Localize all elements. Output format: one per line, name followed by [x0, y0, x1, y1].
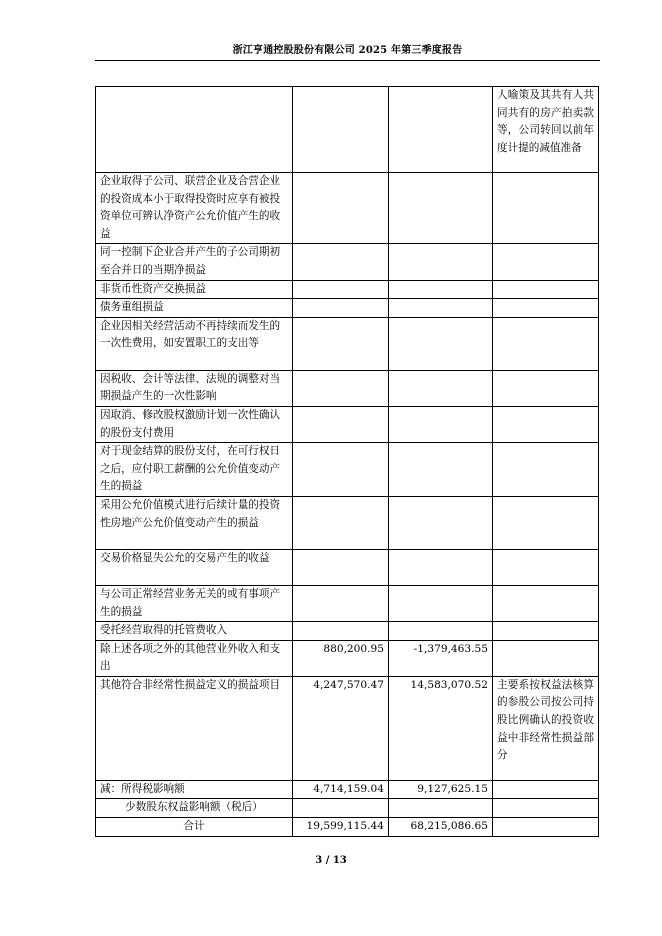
item-name-cell: 除上述各项之外的其他营业外收入和支出 [96, 640, 293, 676]
table-row [96, 622, 599, 641]
table-row [96, 780, 599, 799]
table-row [96, 585, 599, 621]
year-to-date-amount-cell: 9,127,625.15 [389, 780, 493, 799]
item-name-cell: 采用公允价值模式进行后续计量的投资性房地产公允价值变动产生的损益 [96, 496, 293, 549]
note-cell: 人喻策及其共有人共同共有的房产拍卖款等，公司转回以前年度计提的减值准备 [493, 87, 599, 173]
table-row [96, 173, 599, 244]
note-cell [493, 818, 599, 837]
table-row [96, 443, 599, 497]
current-period-amount-cell [293, 299, 389, 318]
item-name-cell: 合计 [96, 818, 293, 837]
year-to-date-amount-cell: 14,583,070.52 [389, 676, 493, 780]
year-to-date-amount-cell [389, 585, 493, 621]
note-cell: 主要系按权益法核算的参股公司按公司持股比例确认的投资收益中非经常性损益部分 [493, 676, 599, 780]
item-name-cell: 少数股东权益影响额（税后） [96, 799, 293, 818]
table-row [96, 676, 599, 780]
item-name-cell: 交易价格显失公允的交易产生的收益 [96, 549, 293, 585]
page-number: 3 / 13 [315, 855, 347, 866]
year-to-date-amount-cell [389, 173, 493, 244]
year-to-date-amount-cell [389, 549, 493, 585]
item-name-cell: 减：所得税影响额 [96, 780, 293, 799]
note-cell [493, 280, 599, 299]
current-period-amount-cell [293, 585, 389, 621]
current-period-amount-cell [293, 799, 389, 818]
item-name-cell [96, 87, 293, 173]
non-recurring-gains-table [95, 86, 599, 837]
year-to-date-amount-cell [389, 496, 493, 549]
note-cell [493, 640, 599, 676]
table-row [96, 549, 599, 585]
current-period-amount-cell [293, 622, 389, 641]
note-cell [493, 443, 599, 497]
current-period-amount-cell: 880,200.95 [293, 640, 389, 676]
table-row [96, 406, 599, 442]
year-to-date-amount-cell [389, 799, 493, 818]
current-period-amount-cell [293, 370, 389, 406]
note-cell [493, 370, 599, 406]
note-cell [493, 317, 599, 370]
table-row [96, 640, 599, 676]
year-to-date-amount-cell [389, 406, 493, 442]
item-name-cell: 受托经营取得的托管费收入 [96, 622, 293, 641]
item-name-cell: 与公司正常经营业务无关的或有事项产生的损益 [96, 585, 293, 621]
current-period-amount-cell: 4,714,159.04 [293, 780, 389, 799]
table-row [96, 496, 599, 549]
year-to-date-amount-cell: -1,379,463.55 [389, 640, 493, 676]
current-period-amount-cell: 4,247,570.47 [293, 676, 389, 780]
note-cell [493, 622, 599, 641]
note-cell [493, 549, 599, 585]
note-cell [493, 173, 599, 244]
current-period-amount-cell [293, 173, 389, 244]
note-cell [493, 299, 599, 318]
item-name-cell: 债务重组损益 [96, 299, 293, 318]
report-title: 浙江亨通控股股份有限公司 2025 年第三季度报告 [232, 45, 463, 56]
current-period-amount-cell [293, 317, 389, 370]
year-to-date-amount-cell [389, 244, 493, 280]
table-row [96, 818, 599, 837]
table-row [96, 280, 599, 299]
year-to-date-amount-cell [389, 317, 493, 370]
table-row [96, 799, 599, 818]
note-cell [493, 496, 599, 549]
current-period-amount-cell [293, 244, 389, 280]
table-row [96, 244, 599, 280]
note-cell [493, 780, 599, 799]
note-cell [493, 799, 599, 818]
table-row [96, 299, 599, 318]
item-name-cell: 对于现金结算的股份支付，在可行权日之后，应付职工薪酬的公允价值变动产生的损益 [96, 443, 293, 497]
table-row [96, 317, 599, 370]
year-to-date-amount-cell [389, 370, 493, 406]
item-name-cell: 同一控制下企业合并产生的子公司期初至合并日的当期净损益 [96, 244, 293, 280]
note-cell [493, 585, 599, 621]
current-period-amount-cell [293, 280, 389, 299]
year-to-date-amount-cell: 68,215,086.65 [389, 818, 493, 837]
note-cell [493, 244, 599, 280]
year-to-date-amount-cell [389, 622, 493, 641]
year-to-date-amount-cell [389, 299, 493, 318]
year-to-date-amount-cell [389, 280, 493, 299]
item-name-cell: 因取消、修改股权激励计划一次性确认的股份支付费用 [96, 406, 293, 442]
item-name-cell: 非货币性资产交换损益 [96, 280, 293, 299]
page-header [95, 42, 600, 61]
current-period-amount-cell [293, 406, 389, 442]
item-name-cell: 企业因相关经营活动不再持续而发生的一次性费用，如安置职工的支出等 [96, 317, 293, 370]
item-name-cell: 因税收、会计等法律、法规的调整对当期损益产生的一次性影响 [96, 370, 293, 406]
table-row [96, 87, 599, 173]
current-period-amount-cell [293, 496, 389, 549]
note-cell [493, 406, 599, 442]
year-to-date-amount-cell [389, 443, 493, 497]
current-period-amount-cell [293, 549, 389, 585]
current-period-amount-cell [293, 443, 389, 497]
table-row [96, 370, 599, 406]
item-name-cell: 企业取得子公司、联营企业及合营企业的投资成本小于取得投资时应享有被投资单位可辨认净资产公允价值产生的收益 [96, 173, 293, 244]
current-period-amount-cell [293, 87, 389, 173]
item-name-cell: 其他符合非经常性损益定义的损益项目 [96, 676, 293, 780]
current-period-amount-cell: 19,599,115.44 [293, 818, 389, 837]
year-to-date-amount-cell [389, 87, 493, 173]
